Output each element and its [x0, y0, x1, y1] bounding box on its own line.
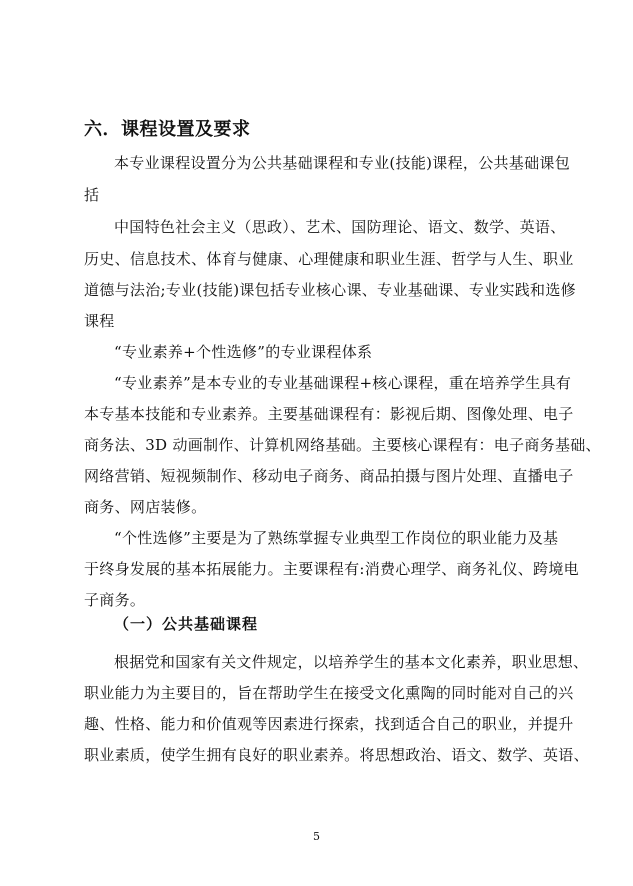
paragraph-line: “专业素养”是本专业的专业基础课程+核心课程，重在培养学生具有	[114, 374, 572, 392]
paragraph-line: 职业能力为主要目的，旨在帮助学生在接受文化熏陶的同时能对自己的兴	[84, 684, 574, 702]
paragraph-line: 趣、性格、能力和价值观等因素进行探索，找到适合自己的职业，并提升	[84, 715, 574, 733]
paragraph-line: 网络营销、短视频制作、移动电子商务、商品拍摄与图片处理、直播电子	[84, 467, 574, 485]
paragraph-line: 道德与法治;专业(技能)课包括专业核心课、专业基础课、专业实践和选修	[84, 281, 576, 299]
paragraph-line: 于终身发展的基本拓展能力。主要课程有:消费心理学、商务礼仪、跨境电	[84, 560, 579, 578]
paragraph-line: 职业素质，使学生拥有良好的职业素养。将思想政治、语文、数学、英语、	[84, 746, 589, 764]
paragraph-line: 历史、信息技术、体育与健康、心理健康和职业生涯、哲学与人生、职业	[84, 250, 574, 268]
paragraph-line: 根据党和国家有关文件规定，以培养学生的基本文化素养，职业思想、	[114, 653, 589, 671]
page-number: 5	[313, 830, 320, 843]
paragraph-line: 本专基本技能和专业素养。主要基础课程有：影视后期、图像处理、电子	[84, 405, 574, 423]
paragraph-line: 课程	[84, 312, 115, 330]
paragraph-line: 商务法、3D 动画制作、计算机网络基础。主要核心课程有：电子商务基础、	[84, 436, 601, 454]
paragraph-line: “个性选修”主要是为了熟练掌握专业典型工作岗位的职业能力及基	[114, 529, 559, 547]
paragraph-line: 商务、网店装修。	[84, 498, 207, 516]
paragraph-line: 括	[84, 186, 100, 204]
paragraph-line: 子商务。	[84, 591, 146, 609]
paragraph-line: “专业素养+个性选修”的专业课程体系	[114, 343, 373, 361]
subsection-heading: （一）公共基础课程	[114, 615, 259, 633]
paragraph-line: 本专业课程设置分为公共基础课程和专业(技能)课程，公共基础课包	[114, 154, 571, 172]
section-heading: 六．课程设置及要求	[84, 119, 251, 140]
paragraph-line: 中国特色社会主义（思政）、艺术、国防理论、语文、数学、英语、	[114, 218, 566, 236]
